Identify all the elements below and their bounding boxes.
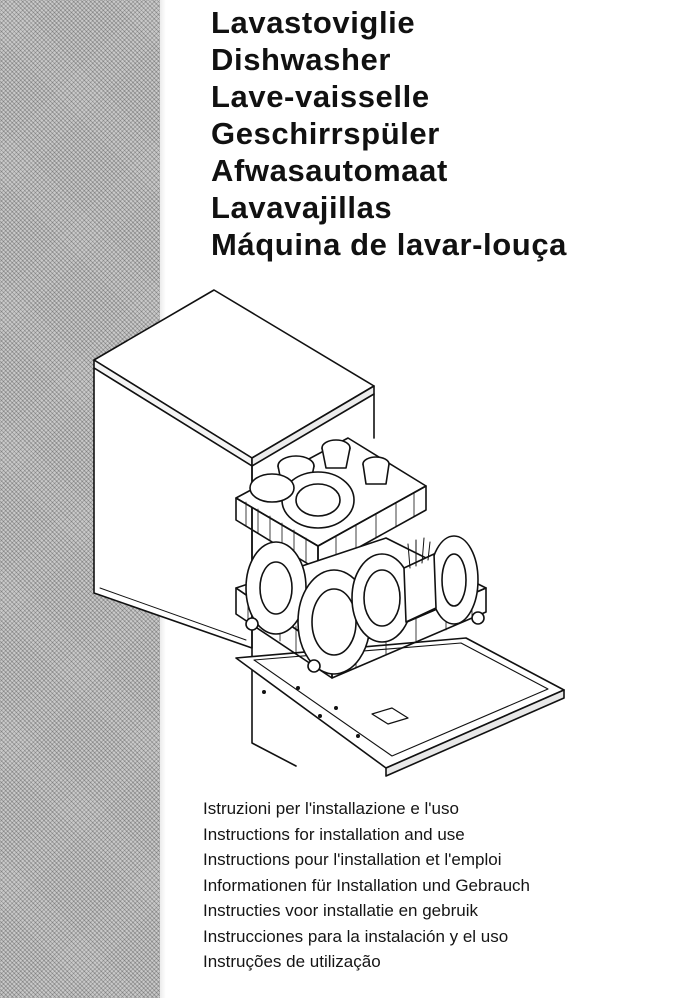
subtitle-spanish: Instrucciones para la instalación y el uso [203, 926, 509, 946]
subtitle-italian: Istruzioni per l'installazione e l'uso [203, 799, 459, 818]
subtitle-list [203, 796, 530, 975]
title-french: Lave-vaisselle [211, 79, 430, 114]
subtitle-english: Instructions for installation and use [203, 824, 465, 844]
title-portuguese: Máquina de lavar-louça [211, 227, 568, 262]
title-english: Dishwasher [211, 42, 392, 77]
title-list [211, 4, 567, 263]
subtitle-french: Instructions pour l'installation et l'emploi [203, 850, 502, 869]
dishwasher-illustration-icon [86, 288, 576, 788]
subtitle-german: Informationen für Installation und Gebrauch [203, 875, 530, 895]
title-spanish: Lavavajillas [211, 190, 393, 225]
title-italian: Lavastoviglie [211, 5, 416, 40]
subtitle-dutch: Instructies voor installatie en gebruik [203, 901, 478, 920]
title-german: Geschirrspüler [211, 116, 440, 151]
subtitle-portuguese: Instruções de utilização [203, 952, 381, 971]
title-dutch: Afwasautomaat [211, 153, 448, 188]
